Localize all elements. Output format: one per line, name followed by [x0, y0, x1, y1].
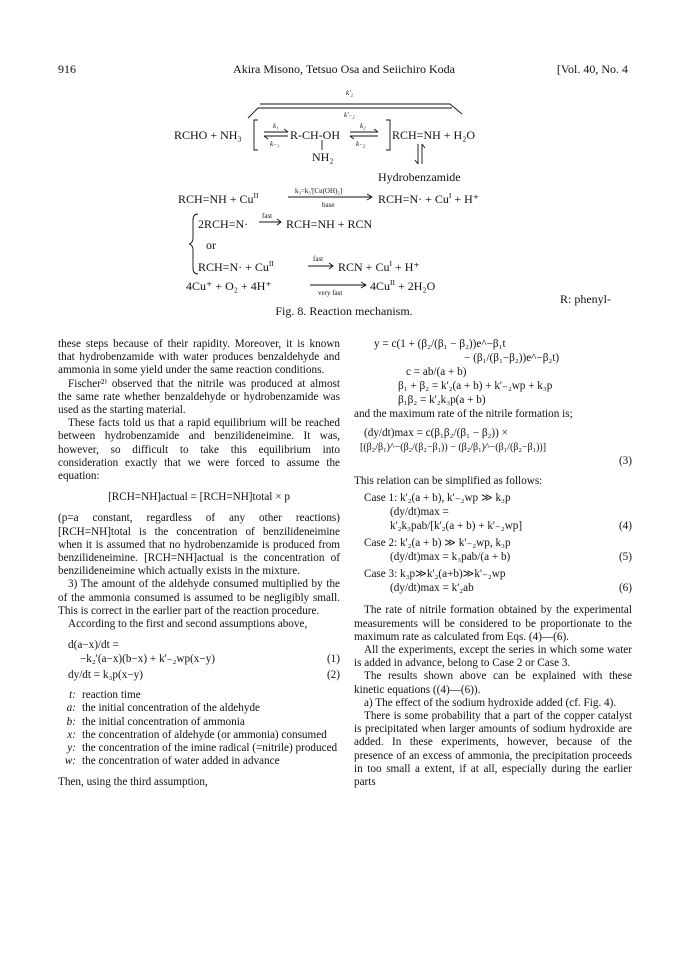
equation-number: (6) [618, 582, 632, 595]
definition-item [58, 729, 340, 742]
paragraph: Fischer²⁾ observed that the nitrile was produced at almost the same rate whether benzaldehyde or hydrobenzamide was used as the starting material. [58, 377, 340, 417]
figure-caption: Fig. 8. Reaction mechanism. [275, 304, 413, 318]
step2-left: $RCH=NH + Cu^{II}$ [178, 191, 259, 206]
definition-symbol: y: [67, 742, 76, 755]
definition-text: the concentration of aldehyde (or ammonia) consumed [82, 728, 327, 741]
step2-right: $RCH=N\cdot + Cu^I + H^+$ [378, 191, 480, 206]
equation-actual: [RCH=NH]actual = [RCH=NH]total × p [108, 491, 290, 504]
equation-3: (dy/dt)max = c(β₁β₂/(β₁ − β₂)) × [(β₂/β₁)^−(β₂/(β₂−β₁)) − (β₂/β₁)^−(β₁/(β₂−β₁))] (3) [360, 427, 632, 468]
equation-y: y = c(1 + (β₂/(β₁ − β₂))e^−β₁t − (β₁/(β₁−β₂))e^−β₂t) c = ab/(a + b) β₁ + β₂ = k'₂(a + b) + k'₋₂wp + k₃p β₁β₂ = k'₂k₃p(a + b) [374, 338, 560, 406]
definition-text: reaction time [82, 689, 141, 702]
step5-right: $4Cu^{II} + 2H_2O$ [370, 278, 436, 293]
r-phenyl-note: R: phenyl- [560, 292, 611, 306]
running-authors: Akira Misono, Tetsuo Osa and Seiichiro Koda [233, 62, 455, 76]
paragraph: This relation can be simplified as follows: [354, 475, 543, 488]
equation-number: (4) [618, 520, 632, 533]
paragraph: These facts told us that a rapid equilibrium will be reached between hydrobenzamide and benzilideneimine. It was, however, so difficult to take this equilibrium into consideration exactly that we were forced to assume the equation: [58, 417, 340, 483]
paragraph: these steps because of their rapidity. Moreover, it is known that hydrobenzamide with water produces benzaldehyde and ammonia in some yield under the same reaction conditions. [58, 338, 340, 377]
rate-km2prime: k'₋₂ [344, 111, 355, 119]
paragraph: The rate of nitrile formation obtained by the experimental measurements will be considered to be proportionate to the maximum rate as calculated from Eqs. (4)—(6). [354, 604, 632, 643]
paragraph: There is some probability that a part of the copper catalyst is precipitated when larger amounts of sodium hydroxide are added. In these experiments, however, because of the presence of an excess of ammonia, the precipitation proceeds in too small a extent, if at all, especially during the earlier parts [354, 710, 632, 789]
case-list: Case 1: k'₂(a + b), k'₋₂wp ≫ k₃p (dy/dt)max = k'₂k₃pab/[k'₂(a + b) + k'₋₂wp] (4) Case 2: k'₂(a + b) ≫ k'₋₂wp, k₃p (dy/dt)max = k₃pab/(a + b) (5) Case 3: k₃p≫k'₂(a+b)≫k'₋₂wp (dy/dt)max = k'₂ab (6) [354, 492, 632, 596]
right-column [354, 338, 632, 789]
left-column [58, 338, 340, 790]
amino-group: NH₂ [312, 150, 334, 164]
carbinolamine: R-CH-OH [290, 128, 340, 142]
page-number: 916 [58, 62, 76, 76]
definition-item [58, 689, 340, 702]
definition-symbol: t: [69, 689, 76, 702]
step2-rate: k₃=k₃'[Cu(OH)₂] [295, 187, 343, 195]
definitions-list [58, 689, 340, 768]
rate-k2prime: k'₂ [346, 89, 354, 97]
step3-fast: fast [262, 212, 273, 220]
rate-k2: k₂ [360, 122, 366, 130]
paragraph: According to the first and second assumptions above, [68, 618, 308, 631]
definition-symbol: x: [67, 728, 76, 741]
reactants: RCHO + NH₃ [174, 128, 242, 142]
case-3: Case 3: k₃p≫k'₂(a+b)≫k'₋₂wp [364, 568, 506, 581]
equation-number: (5) [618, 551, 632, 564]
definition-item [58, 702, 340, 715]
equation-2: dy/dt = k₃p(x−y) (2) [68, 669, 340, 682]
paragraph: The results shown above can be explained with these kinetic equations ((4)—(6)). [354, 670, 632, 696]
step4-left: $RCH=N\cdot + Cu^{II}$ [198, 259, 274, 274]
definition-symbol: b: [66, 715, 76, 728]
paragraph: and the maximum rate of the nitrile formation is; [354, 408, 573, 420]
definition-item [58, 755, 340, 768]
definition-item [58, 716, 340, 729]
paragraph: a) The effect of the sodium hydroxide added (cf. Fig. 4). [364, 696, 617, 709]
rate-k1: k₁ [273, 122, 279, 130]
step2-base: base [322, 201, 335, 209]
equation-number: (2) [326, 669, 340, 682]
definition-text: the concentration of the imine radical (=nitrile) produced [82, 742, 338, 755]
step3-left: 2RCH=N· [198, 217, 249, 231]
paragraph: (p=a constant, regardless of any other reactions) [RCH=NH]total is the concentration of benzilideneimine when it is assumed that no hydrobenzamide is produced from benzilideneimine. [RCH=NH]actual is the concentration of benzilideneimine which actually exists in the mixture. [58, 512, 340, 578]
paragraph: 3) The amount of the aldehyde consumed multiplied by the of the ammonia consumed is assumed to be negligibly small. This is correct in the earlier part of the reaction procedure. [58, 578, 340, 617]
definition-text: the initial concentration of the aldehyde [82, 702, 261, 715]
step5-left: 4Cu⁺ + O₂ + 4H⁺ [186, 279, 272, 293]
step4-fast: fast [313, 255, 324, 263]
definition-text: the concentration of water added in advance [82, 755, 280, 768]
volume-info: [Vol. 40, No. 4 [556, 62, 628, 76]
rate-km2: k₋₂ [356, 140, 366, 148]
imine-water: RCH=NH + H₂O [392, 128, 476, 142]
paragraph: All the experiments, except the series in which some water is added in advance, belong to Case 2 or Case 3. [354, 644, 632, 670]
case-2: Case 2: k'₂(a + b) ≫ k'₋₂wp, k₃p [364, 537, 511, 550]
reaction-scheme [0, 88, 688, 328]
step3-right: RCH=NH + RCN [286, 217, 373, 231]
scheme-or: or [206, 238, 216, 252]
paragraph: Then, using the third assumption, [58, 776, 208, 789]
step5-very-fast: very fast [318, 289, 343, 297]
definition-symbol: a: [66, 702, 76, 715]
hydrobenzamide-label: Hydrobenzamide [378, 170, 461, 184]
equation-number: (3) [618, 455, 632, 468]
definition-symbol: w: [64, 755, 76, 768]
step4-right: RCN + $Cu^I + H^+$ [338, 259, 420, 274]
definition-text: the initial concentration of ammonia [82, 715, 245, 728]
equation-1: d(a−x)/dt = −k₂'(a−x)(b−x) + k'₋₂wp(x−y) (1) [68, 639, 340, 666]
definition-item [58, 742, 340, 755]
case-1: Case 1: k'₂(a + b), k'₋₂wp ≫ k₃p [364, 492, 511, 505]
equation-number: (1) [326, 653, 340, 666]
rate-km1: k₋₁ [270, 140, 280, 148]
